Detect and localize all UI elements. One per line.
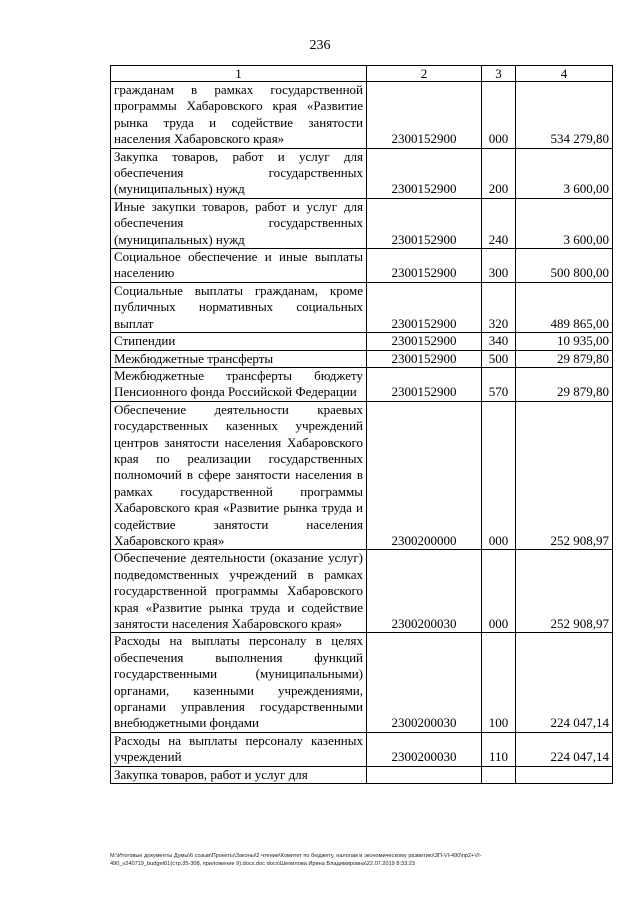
row-vr-cell: 300	[482, 249, 516, 283]
row-name-cell: Закупка товаров, работ и услуг для обеспечения государственных (муниципальных) нужд	[111, 148, 367, 198]
row-vr-cell: 320	[482, 282, 516, 332]
row-vr-cell: 000	[482, 550, 516, 633]
header-col-4: 4	[516, 66, 613, 82]
row-vr-cell	[482, 766, 516, 783]
row-code-cell: 2300200030	[367, 732, 482, 766]
table-header-row	[111, 66, 613, 82]
row-sum-cell: 3 600,00	[516, 148, 613, 198]
table-row	[111, 282, 613, 332]
row-name-cell: Расходы на выплаты персоналу в целях обеспечения выполнения функций государственными (муниципальными) органами, казенными учреждениями, органами управления государственными внебюджетными фондами	[111, 633, 367, 732]
row-vr-cell: 000	[482, 401, 516, 550]
table-row	[111, 732, 613, 766]
header-col-1: 1	[111, 66, 367, 82]
row-code-cell	[367, 766, 482, 783]
row-code-cell: 2300152900	[367, 82, 482, 149]
row-code-cell: 2300152900	[367, 148, 482, 198]
footer-line-1: М:\Итоговые документы Думы\6 созыв\Проекты\Законы\2 чтение\Комитет по бюджету, налогам и экономическому развитию\ЗП-VI-490\пр2+VI-	[110, 853, 482, 859]
row-code-cell: 2300152900	[367, 282, 482, 332]
table-row	[111, 401, 613, 550]
row-name-cell: Социальные выплаты гражданам, кроме публичных нормативных социальных выплат	[111, 282, 367, 332]
row-name-cell: Обеспечение деятельности (оказание услуг) подведомственных учреждений в рамках государственной программы Хабаровского края «Развитие рынка труда и содействие занятости населения Хабаровского края»	[111, 550, 367, 633]
table-row	[111, 148, 613, 198]
row-code-cell: 2300152900	[367, 367, 482, 401]
row-code-cell: 2300200030	[367, 633, 482, 732]
row-name-cell: Иные закупки товаров, работ и услуг для обеспечения государственных (муниципальных) нужд	[111, 198, 367, 248]
row-sum-cell: 10 935,00	[516, 333, 613, 350]
row-sum-cell: 252 908,97	[516, 550, 613, 633]
row-code-cell: 2300152900	[367, 350, 482, 367]
row-sum-cell: 29 879,80	[516, 350, 613, 367]
table-row	[111, 367, 613, 401]
row-sum-cell: 224 047,14	[516, 732, 613, 766]
table-row	[111, 550, 613, 633]
page-number: 236	[309, 38, 331, 53]
row-sum-cell: 500 800,00	[516, 249, 613, 283]
budget-table	[110, 65, 613, 784]
table-row	[111, 82, 613, 149]
row-code-cell: 2300152900	[367, 198, 482, 248]
row-vr-cell: 500	[482, 350, 516, 367]
row-vr-cell: 200	[482, 148, 516, 198]
row-name-cell: Обеспечение деятельности краевых государственных казенных учреждений центров занятости населения Хабаровского края по реализации государственных полномочий в сфере занятости населения в рамках государственной программы Хабаровского края «Развитие рынка труда и содействие занятости населения Хабаровского края»	[111, 401, 367, 550]
row-sum-cell: 534 279,80	[516, 82, 613, 149]
header-col-3: 3	[482, 66, 516, 82]
row-sum-cell: 29 879,80	[516, 367, 613, 401]
row-sum-cell: 489 865,00	[516, 282, 613, 332]
row-code-cell: 2300152900	[367, 249, 482, 283]
row-name-cell: Межбюджетные трансферты бюджету Пенсионного фонда Российской Федерации	[111, 367, 367, 401]
header-col-2: 2	[367, 66, 482, 82]
file-path-footer	[110, 852, 612, 868]
row-vr-cell: 340	[482, 333, 516, 350]
table-row	[111, 633, 613, 732]
row-vr-cell: 240	[482, 198, 516, 248]
table-row	[111, 350, 613, 367]
table-row	[111, 249, 613, 283]
row-name-cell: Межбюджетные трансферты	[111, 350, 367, 367]
row-sum-cell: 3 600,00	[516, 198, 613, 248]
row-vr-cell: 000	[482, 82, 516, 149]
row-code-cell: 2300200030	[367, 550, 482, 633]
table-row	[111, 333, 613, 350]
row-name-cell: Социальное обеспечение и иные выплаты населению	[111, 249, 367, 283]
row-sum-cell: 224 047,14	[516, 633, 613, 732]
row-code-cell: 2300152900	[367, 333, 482, 350]
row-code-cell: 2300200000	[367, 401, 482, 550]
row-name-cell: Стипендии	[111, 333, 367, 350]
row-sum-cell: 252 908,97	[516, 401, 613, 550]
table-row	[111, 766, 613, 783]
row-vr-cell: 570	[482, 367, 516, 401]
row-name-cell: гражданам в рамках государственной программы Хабаровского края «Развитие рынка труда и содействие занятости населения Хабаровского края»	[111, 82, 367, 149]
row-name-cell: Закупка товаров, работ и услуг для	[111, 766, 367, 783]
table-row	[111, 198, 613, 248]
row-vr-cell: 110	[482, 732, 516, 766]
row-name-cell: Расходы на выплаты персоналу казенных учреждений	[111, 732, 367, 766]
row-vr-cell: 100	[482, 633, 516, 732]
row-sum-cell	[516, 766, 613, 783]
footer-line-2: 490_v240719_budget01(стр.35-308, приложение 9).docx.doc docx\Шепилова Ирина Владимировна\22.07.2019 8:33:23	[110, 861, 416, 867]
